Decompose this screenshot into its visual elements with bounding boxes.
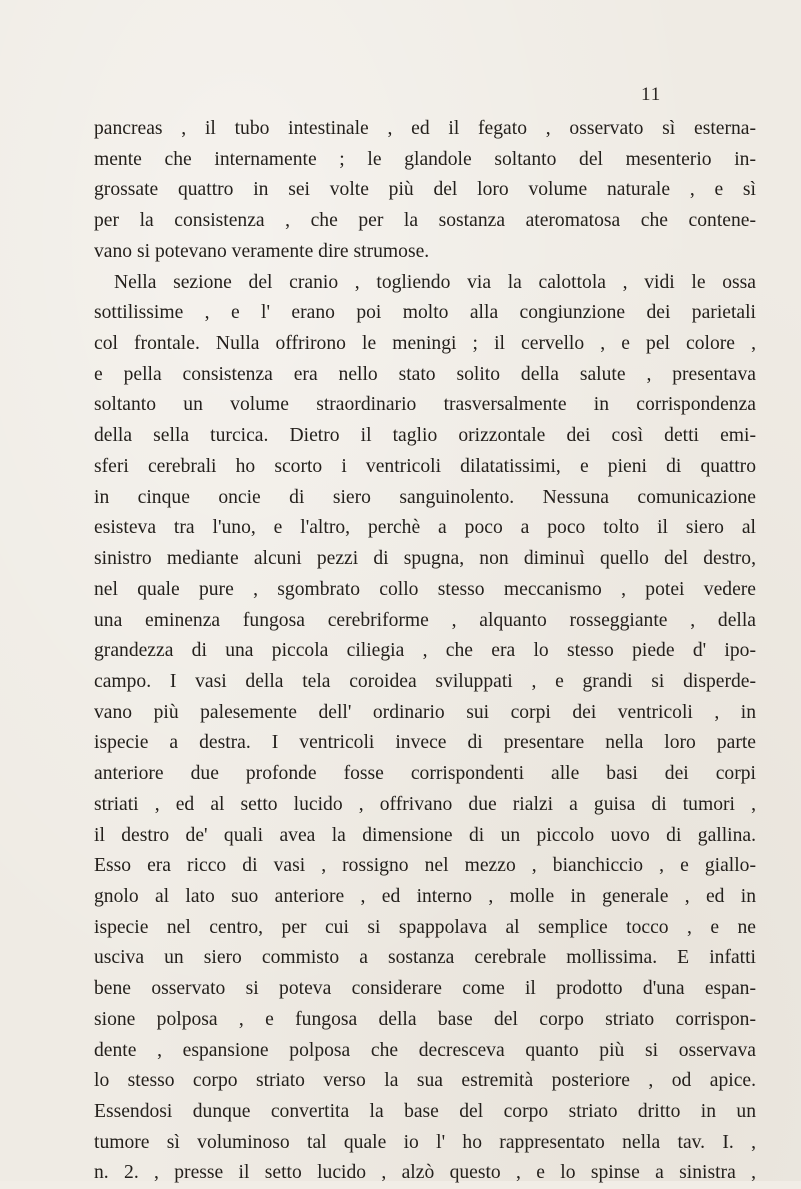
text-line: tumore sì voluminoso tal quale io l' ho rappresentato nella tav. I. ,	[94, 1131, 756, 1153]
text-line: lo stesso corpo striato verso la sua estremità posteriore , od apice.	[94, 1070, 756, 1092]
text-line: sione polposa , e fungosa della base del corpo striato corrispon-	[94, 1008, 756, 1030]
text-line: dente , espansione polposa che decresceva quanto più si osservava	[94, 1039, 756, 1061]
text-line: anteriore due profonde fosse corrispondenti alle basi dei corpi	[94, 763, 756, 785]
text-line: usciva un siero commisto a sostanza cerebrale mollissima. E infatti	[94, 947, 756, 969]
paragraph-start-line: Nella sezione del cranio , togliendo via la calottola , vidi le ossa	[114, 271, 756, 293]
text-line: ispecie a destra. I ventricoli invece di presentare nella loro parte	[94, 732, 756, 754]
text-line: della sella turcica. Dietro il taglio orizzontale dei così detti emi-	[94, 425, 756, 447]
text-line: bene osservato si poteva considerare come il prodotto d'una espan-	[94, 978, 756, 1000]
text-line: il destro de' quali avea la dimensione di un piccolo uovo di gallina.	[94, 824, 756, 846]
text-line: sottilissime , e l' erano poi molto alla congiunzione dei parietali	[94, 302, 756, 324]
text-line: vano più palesemente dell' ordinario sui corpi dei ventricoli , in	[94, 701, 756, 723]
text-line: nel quale pure , sgombrato collo stesso meccanismo , potei vedere	[94, 578, 756, 600]
text-line: grandezza di una piccola ciliegia , che era lo stesso piede d' ipo-	[94, 640, 756, 662]
text-line: sferi cerebrali ho scorto i ventricoli dilatatissimi, e pieni di quattro	[94, 455, 756, 477]
text-line: vano si potevano veramente dire strumose.	[94, 240, 430, 262]
text-line: grossate quattro in sei volte più del loro volume naturale , e sì	[94, 179, 756, 201]
text-line: mente che internamente ; le glandole soltanto del mesenterio in-	[94, 148, 756, 170]
text-line: col frontale. Nulla offrirono le meningi ; il cervello , e pel colore ,	[94, 333, 756, 355]
text-line: pancreas , il tubo intestinale , ed il fegato , osservato sì esterna-	[94, 118, 756, 139]
text-line: esisteva tra l'uno, e l'altro, perchè a poco a poco tolto il siero al	[94, 517, 756, 539]
text-line: una eminenza fungosa cerebriforme , alquanto rosseggiante , della	[94, 609, 756, 631]
text-line: campo. I vasi della tela coroidea sviluppati , e grandi si disperde-	[94, 670, 756, 692]
text-line: in cinque oncie di siero sanguinolento. Nessuna comunicazione	[94, 486, 756, 508]
text-line: sinistro mediante alcuni pezzi di spugna, non diminuì quello del destro,	[94, 548, 756, 570]
text-line: gnolo al lato suo anteriore , ed interno , molle in generale , ed in	[94, 885, 756, 907]
text-line: ispecie nel centro, per cui si spappolava al semplice tocco , e ne	[94, 916, 756, 938]
text-line: soltanto un volume straordinario trasversalmente in corrispondenza	[94, 394, 756, 416]
text-line: striati , ed al setto lucido , offrivano due rialzi a guisa di tumori ,	[94, 793, 756, 815]
text-line: Esso era ricco di vasi , rossigno nel mezzo , bianchiccio , e giallo-	[94, 855, 756, 877]
page-number: 11	[641, 84, 662, 105]
text-line: e pella consistenza era nello stato solito della salute , presentava	[94, 363, 756, 385]
text-line: Essendosi dunque convertita la base del corpo striato dritto in un	[94, 1101, 756, 1122]
text-line: per la consistenza , che per la sostanza ateromatosa che contene-	[94, 210, 756, 232]
body-text	[94, 114, 756, 1189]
text-line: n. 2. , presse il setto lucido , alzò questo , e lo spinse a sinistra ,	[94, 1162, 756, 1184]
